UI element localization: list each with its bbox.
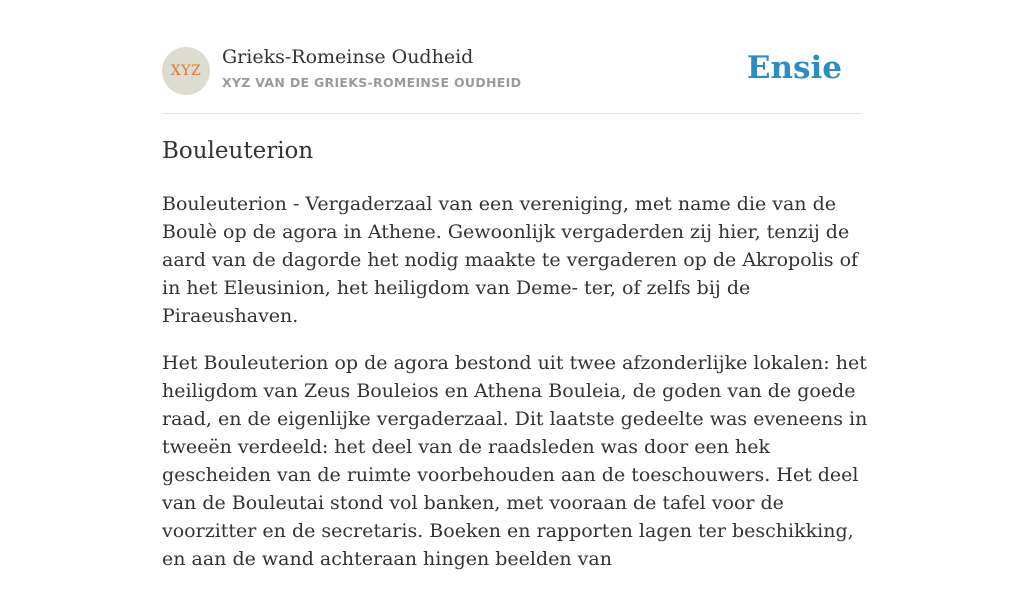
publication-title[interactable]: Grieks-Romeinse Oudheid (222, 46, 474, 68)
article-paragraph: Bouleuterion - Vergaderzaal van een vereniging, met name die van de Boulè op de agora in Athene. Gewoonlijk vergaderden zij hier, tenzij de aard van de dagorde het nodig maakte te vergaderen op de Akropolis of in het Eleusinion, het heiligdom van Deme- ter, of zelfs bij de Piraeushaven. (162, 193, 859, 327)
ensie-logo[interactable]: Ensie (746, 50, 842, 86)
header (162, 0, 862, 114)
article-paragraph: Het Bouleuterion op de agora bestond uit twee afzonderlijke lokalen: het heiligdom van Zeus Bouleios en Athena Bouleia, de goden van de goede raad, en de eigenlijke vergaderzaal. Dit laatste gedeelte was eveneens in tweeën verdeeld: het deel van de raadsleden was door een hek gescheiden van de ruimte voorbehouden aan de toeschouwers. Het deel van de Bouleutai stond vol banken, met vooraan de tafel voor de voorzitter en de secretaris. Boeken en rapporten lagen ter beschikking, en aan de wand achteraan hingen beelden van (162, 352, 868, 570)
article-title: Bouleuterion (162, 138, 314, 164)
publication-avatar[interactable]: XYZ (162, 47, 210, 95)
publication-subtitle: XYZ VAN DE GRIEKS-ROMEINSE OUDHEID (222, 75, 522, 90)
content-container (162, 0, 868, 570)
article-body (162, 190, 868, 592)
